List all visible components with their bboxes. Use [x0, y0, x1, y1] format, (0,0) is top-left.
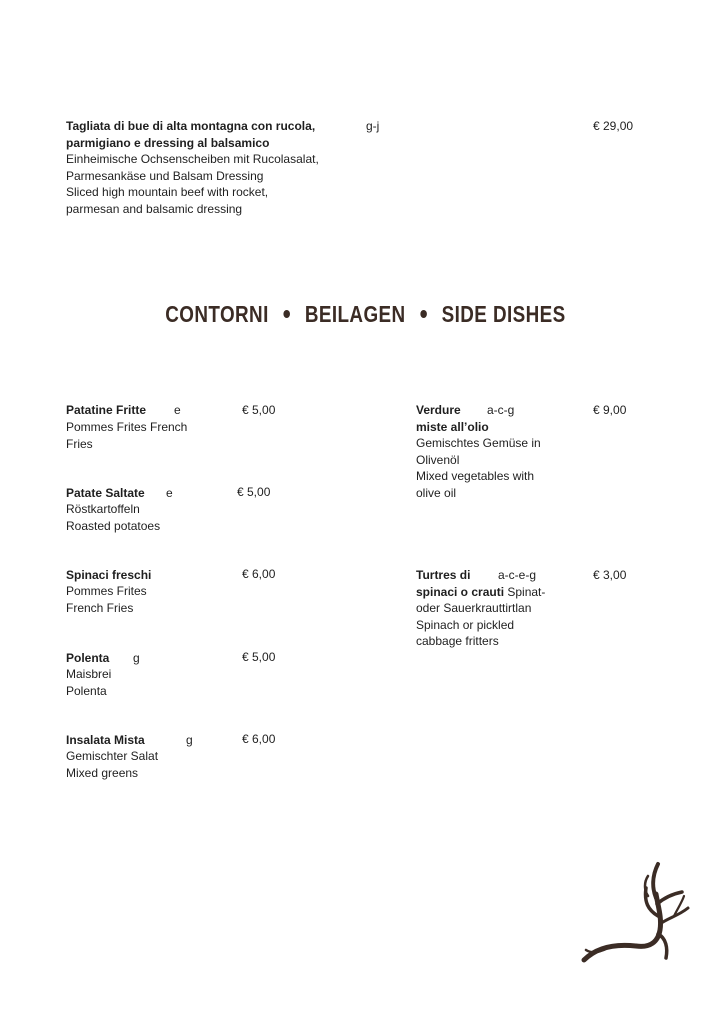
side-dish-allergens: e [166, 486, 173, 500]
description-line: Polenta [66, 683, 107, 698]
description-line: Gemischtes Gemüse in [416, 436, 541, 450]
description-line: olive oil [416, 485, 457, 500]
main-dish-name [66, 118, 315, 151]
main-dish-name-line: parmigiano e dressing al balsamico [66, 135, 270, 150]
side-dish-name-line: miste all’olio [416, 419, 489, 434]
side-dish-name-line: Turtres di [416, 568, 471, 582]
description-line: Röstkartoffeln [66, 502, 140, 516]
side-dish-description [416, 435, 541, 501]
description-line: Roasted potatoes [66, 518, 161, 533]
side-dish-name-line: Verdure [416, 403, 461, 417]
description-line: Maisbrei [66, 667, 112, 681]
description-line: Fries [66, 436, 93, 451]
description-line: Mixed greens [66, 765, 139, 780]
description-line: Pommes Frites [66, 584, 147, 598]
side-dish-price: € 9,00 [593, 403, 627, 417]
side-dish-price: € 3,00 [593, 568, 627, 582]
side-dish-name: Patatine Fritte [66, 403, 147, 417]
side-dish-description [66, 583, 147, 616]
side-dish-description [66, 419, 187, 452]
bullet-dot-icon [420, 310, 427, 318]
side-dish-price: € 5,00 [242, 650, 276, 664]
side-dish-description [416, 600, 531, 650]
description-line: cabbage fritters [416, 634, 499, 648]
side-dish-price: € 6,00 [242, 567, 276, 581]
side-dish-name: Polenta [66, 651, 110, 665]
description-line: Spinat- [504, 584, 546, 599]
side-dish-allergens: e [174, 403, 181, 417]
main-dish-name-line: Tagliata di bue di alta montagna con rucola, [66, 119, 316, 133]
description-line: oder Sauerkrauttirtlan [416, 601, 532, 615]
side-dish-allergens: g [133, 651, 140, 665]
side-dish-description [66, 666, 111, 699]
heading-side-dishes: SIDE DISHES [441, 301, 566, 327]
side-dish-name [416, 402, 489, 435]
side-dish-allergens: g [186, 733, 193, 747]
heading-beilagen: BEILAGEN [304, 301, 406, 327]
main-dish-allergens: g-j [366, 119, 380, 133]
heading-contorni: CONTORNI [165, 301, 269, 327]
description-line: Sliced high mountain beef with rocket, [66, 185, 269, 199]
description-line: Gemischter Salat [66, 749, 159, 763]
description-line: Spinach or pickled [416, 617, 515, 632]
side-dish-name: Insalata Mista [66, 733, 145, 747]
side-dish-description [66, 748, 158, 781]
side-dish-allergens: a-c-e-g [498, 568, 537, 582]
description-line: Einheimische Ochsenscheiben mit Rucolasalat, [66, 152, 319, 166]
bullet-dot-icon [283, 310, 290, 318]
side-dish-price: € 5,00 [237, 485, 271, 499]
description-line: parmesan and balsamic dressing [66, 201, 243, 216]
main-dish-price: € 29,00 [593, 119, 634, 133]
antler-branch-icon [578, 858, 694, 968]
description-line: Parmesankäse und Balsam Dressing [66, 168, 264, 183]
side-dish-allergens: a-c-g [487, 403, 515, 417]
side-dish-name-line: spinaci o crauti [416, 584, 505, 599]
side-dish-price: € 5,00 [242, 403, 276, 417]
main-dish-description [66, 151, 319, 217]
description-line: French Fries [66, 600, 134, 615]
side-dish-name: Patate Saltate [66, 486, 145, 500]
side-dish-price: € 6,00 [242, 732, 276, 746]
side-dish-description [66, 501, 160, 534]
description-line: Olivenöl [416, 452, 460, 467]
description-line: Pommes Frites French [66, 420, 188, 434]
side-dish-name: Spinaci freschi [66, 568, 152, 582]
description-line: Mixed vegetables with [416, 469, 535, 483]
section-heading [69, 301, 663, 327]
